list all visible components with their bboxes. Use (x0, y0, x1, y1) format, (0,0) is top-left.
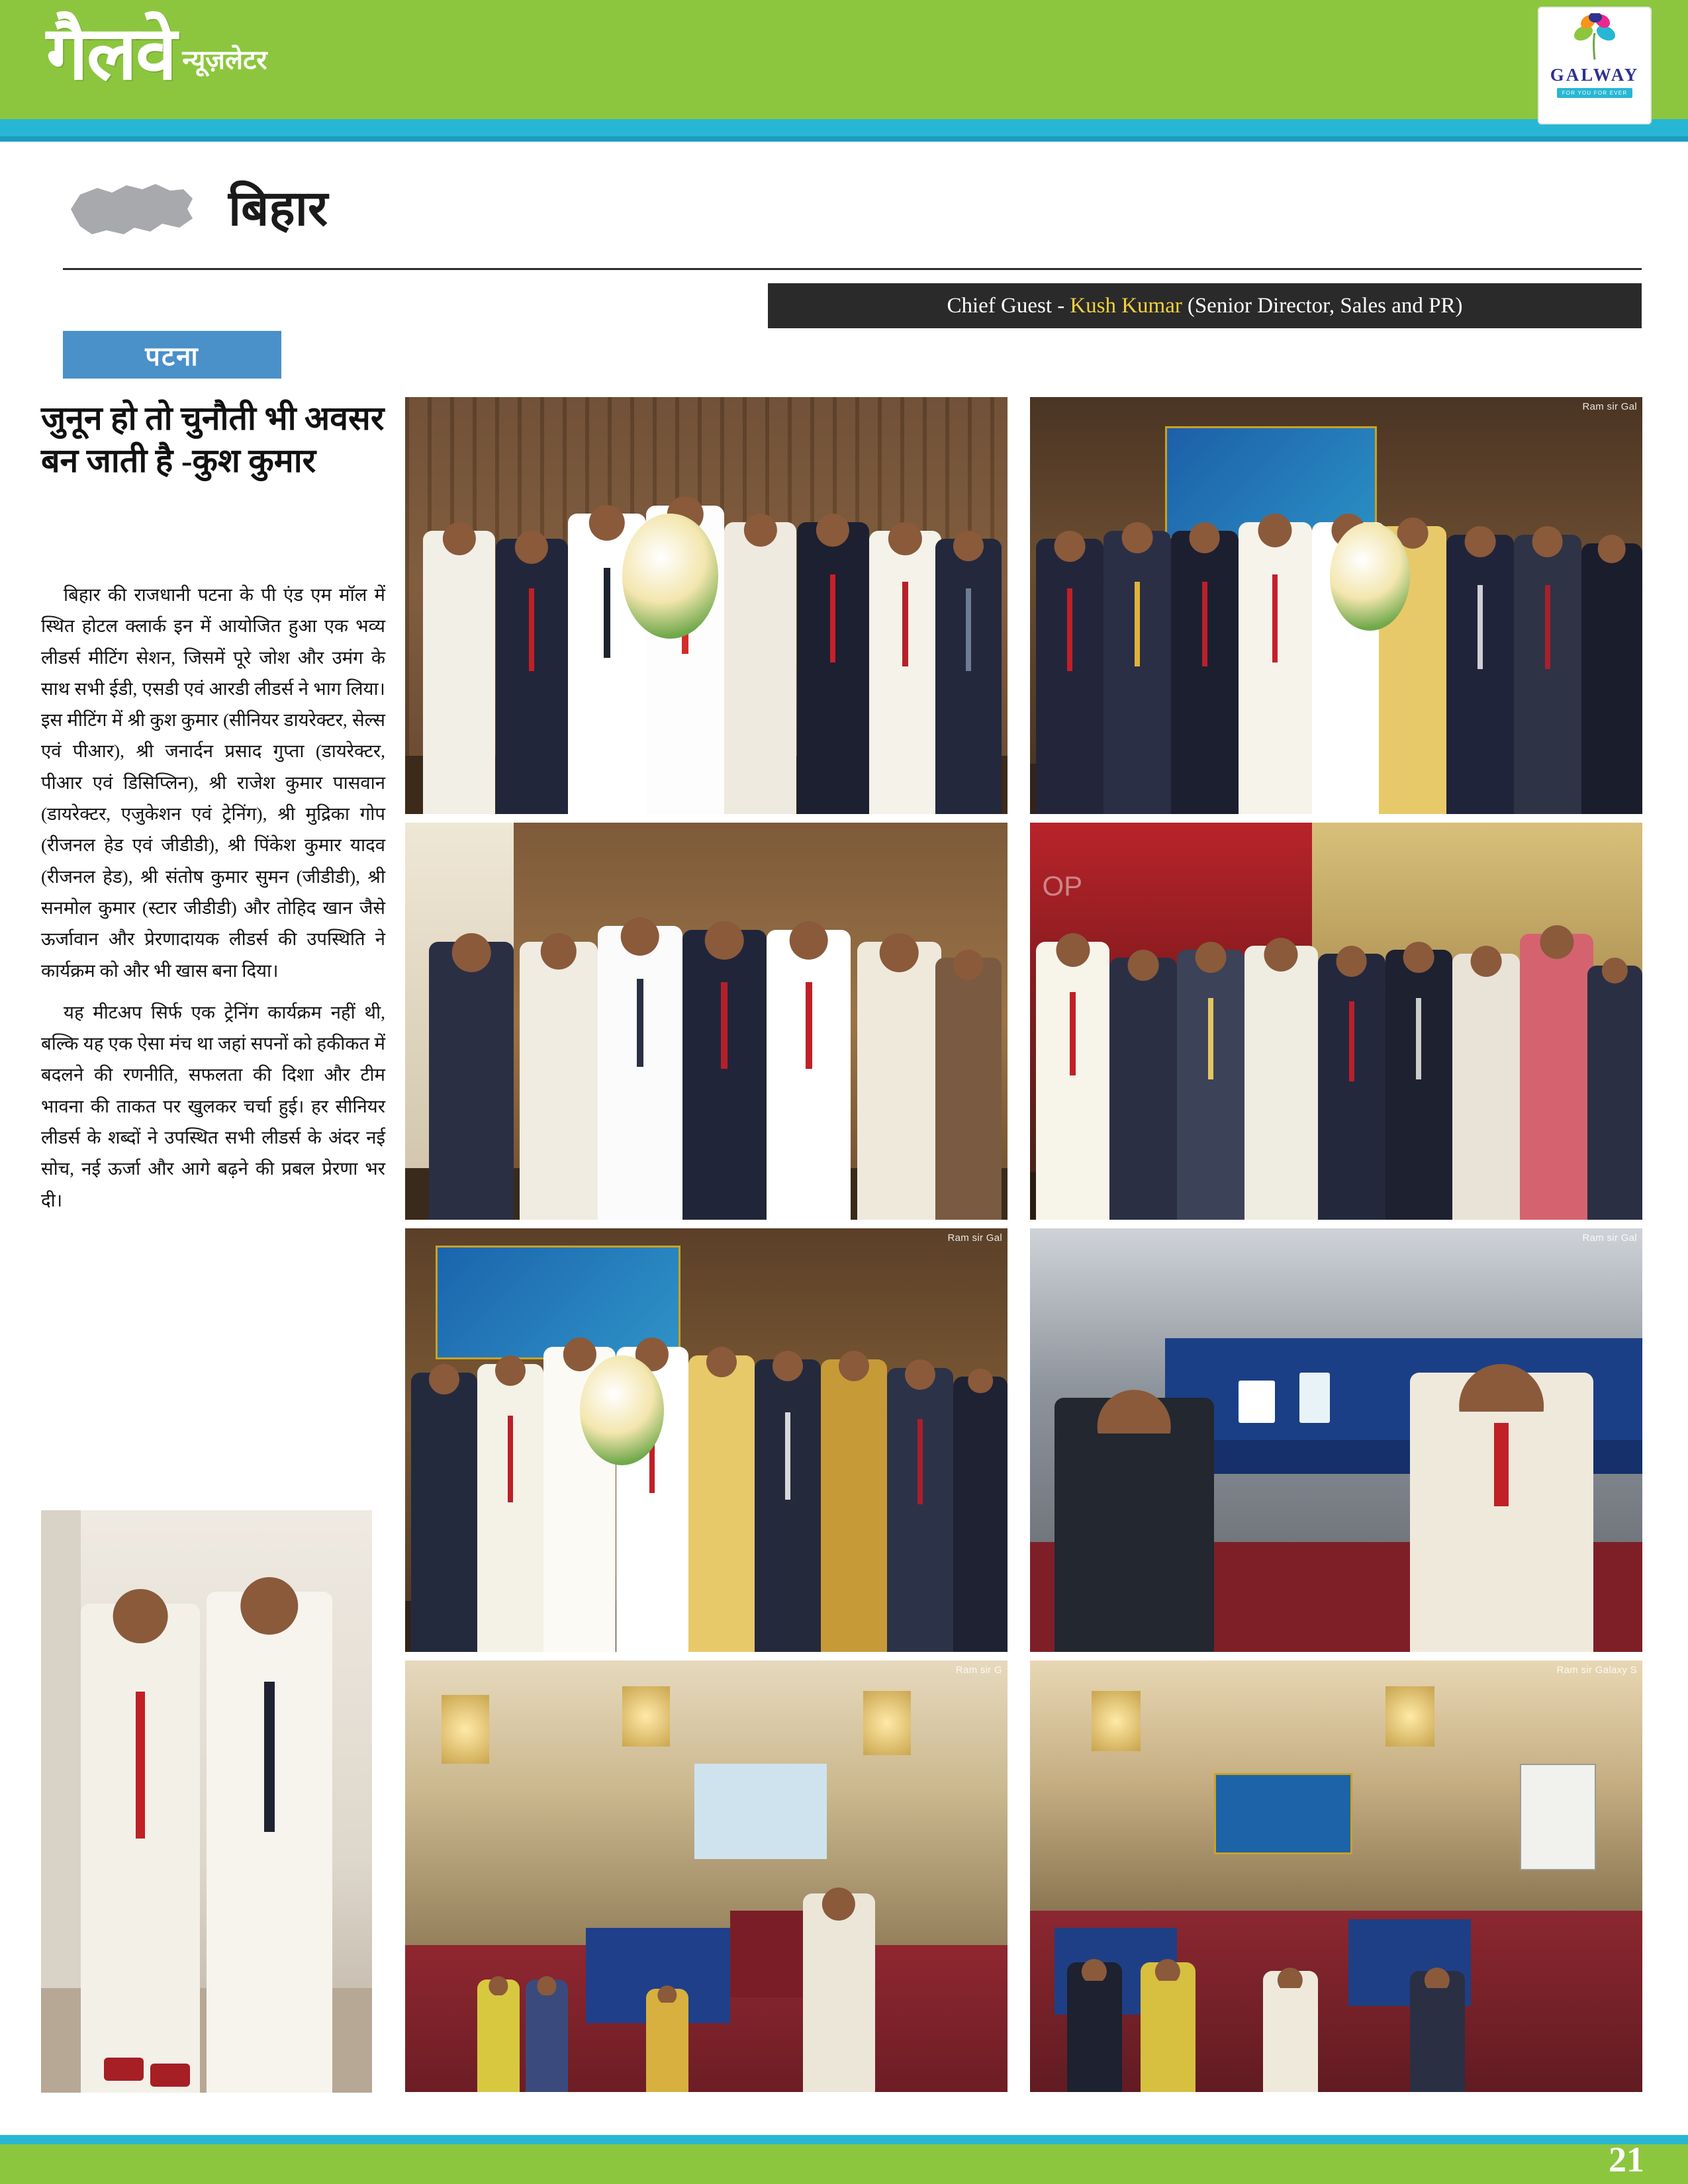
galway-logo (1538, 7, 1652, 124)
header-cyan-strip-shadow (0, 136, 1688, 142)
state-name: बिहार (228, 181, 328, 236)
article-paragraph: बिहार की राजधानी पटना के पी एंड एम मॉल में स्थित होटल क्लार्क इन में आयोजित हुआ एक भव्य लीडर्स मीटिंग सेशन, जिसमें पूरे जोश और उमंग के साथ सभी ईडी, एसडी एवं आरडी लीडर्स ने भाग लिया। इस मीटिंग में श्री कुश कुमार (सीनियर डायरेक्टर, सेल्स एवं पीआर), श्री जनार्दन प्रसाद गुप्ता (डायरेक्टर, पीआर एवं डिसिप्लिन), श्री राजेश कुमार पासवान (डायरेक्टर, एजुकेशन एवं ट्रेनिंग), श्री मुद्रिका गोप (रीजनल हेड एवं जीडीडी), श्री पिंकेश कुमार यादव (रीजनल हेड), श्री संतोष कुमार सुमन (जीडीडी), श्री सनमोल कुमार (स्टार जीडीडी) और तोहिद खान जैसे ऊर्जावान और प्रेरणादायक लीडर्स की उपस्थिति ने कार्यक्रम को और भी खास बना दिया। (41, 584, 385, 981)
article-paragraph: यह मीटअप सिर्फ एक ट्रेनिंग कार्यक्रम नहीं थी, बल्कि यह एक ऐसा मंच था जहां सपनों को हकीकत में बदलने की रणनीति, सफलता की दिशा और टीम भावना की ताकत पर खुलकर चर्चा हुई। हर सीनियर लीडर्स के शब्दों ने उपस्थित सभी लीडर्स के अंदर नई सोच, नई ऊर्जा और आगे बढ़ने की प्रबल प्रेरणा भर दी। (41, 1001, 385, 1210)
photo-handshake-leaders (405, 823, 1008, 1220)
photo-seated-leaders (1030, 1228, 1642, 1652)
masthead (46, 13, 267, 95)
photo-bouquet-presentation (405, 1228, 1008, 1652)
photo-watermark: Ram sir Galaxy S (1556, 1664, 1637, 1676)
photo-watermark: Ram sir Gal (1582, 401, 1637, 412)
photo-hall-wide-audience (1030, 1661, 1642, 2092)
photo-watermark: Ram sir Gal (947, 1232, 1002, 1244)
logo-tagline: FOR YOU FOR EVER (1557, 88, 1633, 98)
state-heading (63, 171, 328, 247)
photo-audience-cheer: OP (1030, 823, 1642, 1220)
photo-felicitation-group (405, 397, 1008, 814)
footer-cyan-strip (0, 2135, 1688, 2144)
photo-watermark: Ram sir Gal (1582, 1232, 1637, 1244)
photo-watermark: Ram sir G (955, 1664, 1002, 1676)
article-headline: जुनून हो तो चुनौती भी अवसर बन जाती है -कुश कुमार (41, 400, 385, 479)
footer-band (0, 2144, 1688, 2184)
photo-stage-shawl-honour (1030, 397, 1642, 814)
leaf-cluster-icon (1566, 13, 1623, 62)
article-body (41, 579, 385, 1226)
city-tag: पटना (63, 331, 281, 379)
masthead-subtitle: न्यूज़लेटर (182, 45, 267, 75)
header-cyan-strip (0, 119, 1688, 136)
chief-guest-name: Kush Kumar (1070, 293, 1182, 318)
photo-hall-speaker (405, 1661, 1008, 2092)
page-number: 21 (1609, 2140, 1644, 2179)
state-divider (63, 268, 1642, 270)
chief-guest-prefix: Chief Guest - (947, 293, 1065, 318)
photo-two-leaders-portrait (41, 1510, 372, 2093)
bihar-map-icon (63, 171, 202, 247)
masthead-title: गैलवे (46, 13, 176, 95)
chief-guest-bar (768, 283, 1642, 328)
logo-wordmark: GALWAY (1550, 65, 1640, 85)
chief-guest-designation: (Senior Director, Sales and PR) (1187, 293, 1463, 318)
